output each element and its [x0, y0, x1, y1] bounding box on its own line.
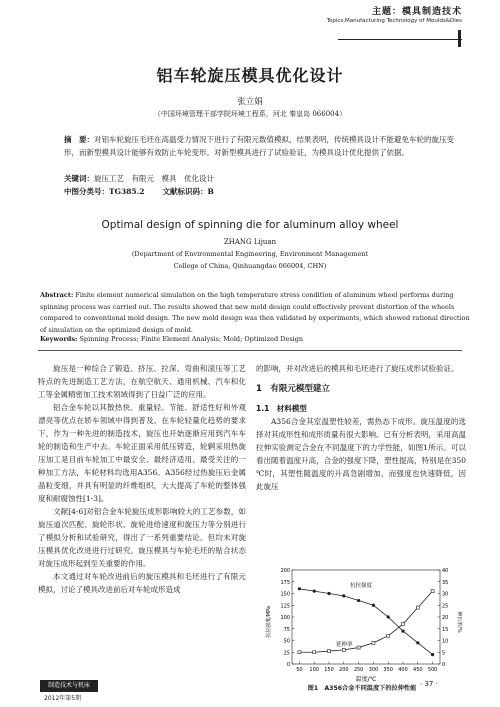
elongation-point: [416, 606, 419, 609]
abstract-en-text: Finite element numerical simulation on the high temperature stress condition of aluminum wheel performs during spinning process was carried out. The results showed that new mold design could effectively prevent distortion of the wheels compared to conventional mold design. The new mold design was then validated by experiments, which showed rational direction of simulation on the optimized design of mold.: [40, 291, 470, 334]
body-paragraph: 旋压是一种综合了锻造、挤压、拉深、弯曲和滚压等工艺特点的先进制造工艺方法，在航空航天、通用机械、汽车和化工等金属精密加工技术领域得到了日益广泛的应用。: [38, 364, 246, 399]
y-right-tick-label: 15: [442, 626, 449, 633]
y-left-tick-label: 50: [283, 638, 290, 645]
x-tick-label: 500: [427, 667, 438, 673]
classification-code: TG385.2: [109, 187, 145, 196]
strength-point: [431, 653, 434, 656]
journal-logo: 制造技术与机床: [40, 680, 98, 692]
x-tick-label: 300: [368, 667, 379, 673]
elongation-point: [313, 651, 316, 654]
classification-cn: [64, 186, 454, 199]
series-line-2: [299, 591, 432, 652]
y-right-tick-label: 35: [442, 579, 449, 586]
body-paragraph: 本文通过对车轮改进前后的旋压模具和毛坯进行了有限元模拟，讨论了模具改进前后对车轮成形造成: [38, 572, 246, 594]
y-right-tick-label: 40: [442, 568, 449, 574]
y-axis-label-left: 抗拉强度/MPa: [266, 606, 272, 638]
topic-label-en: Topics,Manufacturing Technology of Moulds&Dies: [326, 18, 462, 24]
y-left-tick-label: 100: [280, 615, 290, 621]
paper-title-en: Optimal design of spinning die for aluminum alloy wheel: [101, 219, 399, 231]
strength-point: [387, 615, 390, 618]
elongation-point: [328, 650, 331, 653]
strength-point: [416, 641, 419, 644]
strength-point: [401, 630, 404, 633]
x-tick-label: 50: [296, 667, 303, 673]
series-line-1: [299, 589, 432, 655]
body-paragraph: A356合金其室温塑性较差，需热态下成形。旋压温度的选择对其成形性和成形质量有很大影响。已有分析表明，采用高温拉伸实验测定合金在不同温度下的力学性能，如图1所示。可以看出随着温度升高，合金的强度下降，塑性提高，特别是在350 ℃时，其塑性随温度的升高急剧增加，而强度也快速降低，因此旋压: [256, 417, 466, 491]
y-right-tick-label: 30: [442, 591, 449, 598]
abstract-en-label: Abstract:: [40, 291, 74, 299]
figure-chart: [262, 562, 462, 692]
header-bar: [458, 30, 461, 47]
page-number: · 37 ·: [420, 680, 438, 688]
y-left-tick-label: 25: [283, 650, 290, 657]
affiliation-en: (Department of Environmental Engineering, Environment Management: [131, 250, 369, 258]
abstract-cn-text: 对铝车轮旋压毛坯在高温受力情况下进行了有限元数值模拟，结果表明，传统模具设计不能避免车轮的旋压变形，而新型模具设计能够有效防止车轮变形。对新型模具进行了试验验证，为模具设计优化提供了依据。: [64, 135, 454, 157]
x-tick-label: 200: [339, 667, 349, 673]
x-tick-label: 150: [324, 667, 334, 673]
keywords-en-label: Keywords:: [40, 335, 78, 343]
body-paragraph: 铝合金车轮以其散热快、重量轻、节能、舒适性好和外观漂亮等优点在轿车领域中得到普及。在车轮轻量化趋势的要求下，作为一种先进的制造技术，旋压也开始逐渐应用到汽车车轮的制造和生产中去。车轮正面采用低压铸造，轮辋采用热旋压加工是目前车轮加工中最安全、最经济适用、最受关注的一种加工方法，车轮材料均选用A356。A356经过热旋压后金属晶粒变细，并具有明显的纤维组织，大大提高了车轮的整体强度和耐腐蚀性[1-3]。: [38, 403, 246, 503]
elongation-point: [342, 648, 345, 651]
elongation-point: [402, 623, 405, 626]
keywords-cn: [64, 173, 454, 186]
elongation-point: [431, 590, 434, 593]
x-tick-label: 400: [398, 667, 408, 673]
y-right-tick-label: 10: [442, 638, 449, 645]
y-left-tick-label: 175: [280, 579, 290, 586]
y-right-tick-label: 5: [442, 650, 446, 657]
strength-point: [313, 590, 316, 593]
body-paragraph: 文献[4-6]对铝合金车轮旋压成形影响较大的工艺参数，如旋压道次匹配、旋轮形状、旋轮进给速度和旋压力等分别进行了模拟分析和试验研究，得出了一系列重要结论。但均未对旋压模具优化改进进行过研究。旋压模具与车轮毛坯的贴合状态对旋压成形起到至关重要的作用。: [38, 507, 246, 568]
affiliation-cn: （中国环境管理干部学院环境工程系，河北 秦皇岛 066004）: [153, 110, 347, 118]
body-left-column: [38, 362, 246, 596]
doc-code-label: 文献标识码：: [162, 187, 208, 196]
strength-point: [357, 599, 360, 602]
affiliation-en-line2: College of China, Qinhuangdao 066004, CHN): [173, 262, 327, 270]
y-left-tick-label: 75: [283, 626, 290, 633]
y-left-tick-label: 150: [280, 591, 290, 598]
figure-caption: 图1 A356合金不同温度下的拉伸性能: [307, 685, 417, 692]
subsection-heading: 1.1 材料模型: [256, 404, 307, 413]
strength-point: [342, 594, 345, 597]
y-left-tick-label: 0: [286, 662, 290, 668]
elongation-series-label: 延伸率: [336, 642, 353, 648]
strength-point: [372, 604, 375, 607]
y-left-tick-label: 200: [280, 568, 290, 574]
doc-code: B: [207, 187, 214, 196]
keywords-cn-text: 旋压工艺 有限元 模具 优化设计: [94, 174, 214, 183]
body-paragraph: 的影响，并对改进后的模具和毛坯进行了旋压成形试验验证。: [256, 364, 459, 373]
abstract-en: [40, 290, 470, 336]
keywords-en: [40, 335, 470, 343]
strength-series-label: 抗拉强度: [350, 583, 373, 589]
y-axis-label-right: 伸长率/%: [456, 611, 462, 633]
x-tick-label: 450: [413, 667, 423, 673]
classification-label: 中图分类号：: [64, 187, 109, 196]
strength-point: [298, 587, 301, 590]
paper-title-cn: 铝车轮旋压模具优化设计: [156, 66, 344, 85]
elongation-point: [298, 651, 301, 654]
x-axis-label: 温度/℃: [355, 676, 377, 683]
topic-label: 主题：模具制造技术: [371, 7, 462, 17]
section-divider: [38, 350, 462, 351]
x-tick-label: 100: [309, 667, 319, 673]
header-rule: [338, 39, 462, 40]
topic-header: [327, 4, 462, 24]
body-right-column: [256, 362, 466, 493]
y-right-tick-label: 25: [442, 603, 449, 610]
keywords-en-text: Spinning Process; Finite Element Analysis; Mold; Optimized Design: [79, 335, 304, 343]
elongation-point: [387, 634, 390, 637]
author-en: ZHANG Lijuan: [223, 238, 277, 246]
strength-point: [327, 592, 330, 595]
y-right-tick-label: 0: [442, 662, 446, 668]
abstract-cn-label: 摘 要：: [64, 135, 94, 144]
y-right-tick-label: 20: [442, 615, 449, 621]
section-heading: 1 有限元模型建立: [256, 384, 330, 394]
y-left-tick-label: 125: [280, 603, 290, 610]
x-tick-label: 250: [353, 667, 364, 673]
abstract-cn: [64, 134, 454, 159]
elongation-point: [372, 641, 375, 644]
author-cn: 张立娟: [237, 97, 263, 107]
x-tick-label: 350: [383, 667, 393, 673]
journal-issue: 2012年第5期: [44, 695, 82, 702]
keywords-cn-label: 关键词：: [64, 174, 94, 183]
elongation-point: [357, 646, 360, 649]
